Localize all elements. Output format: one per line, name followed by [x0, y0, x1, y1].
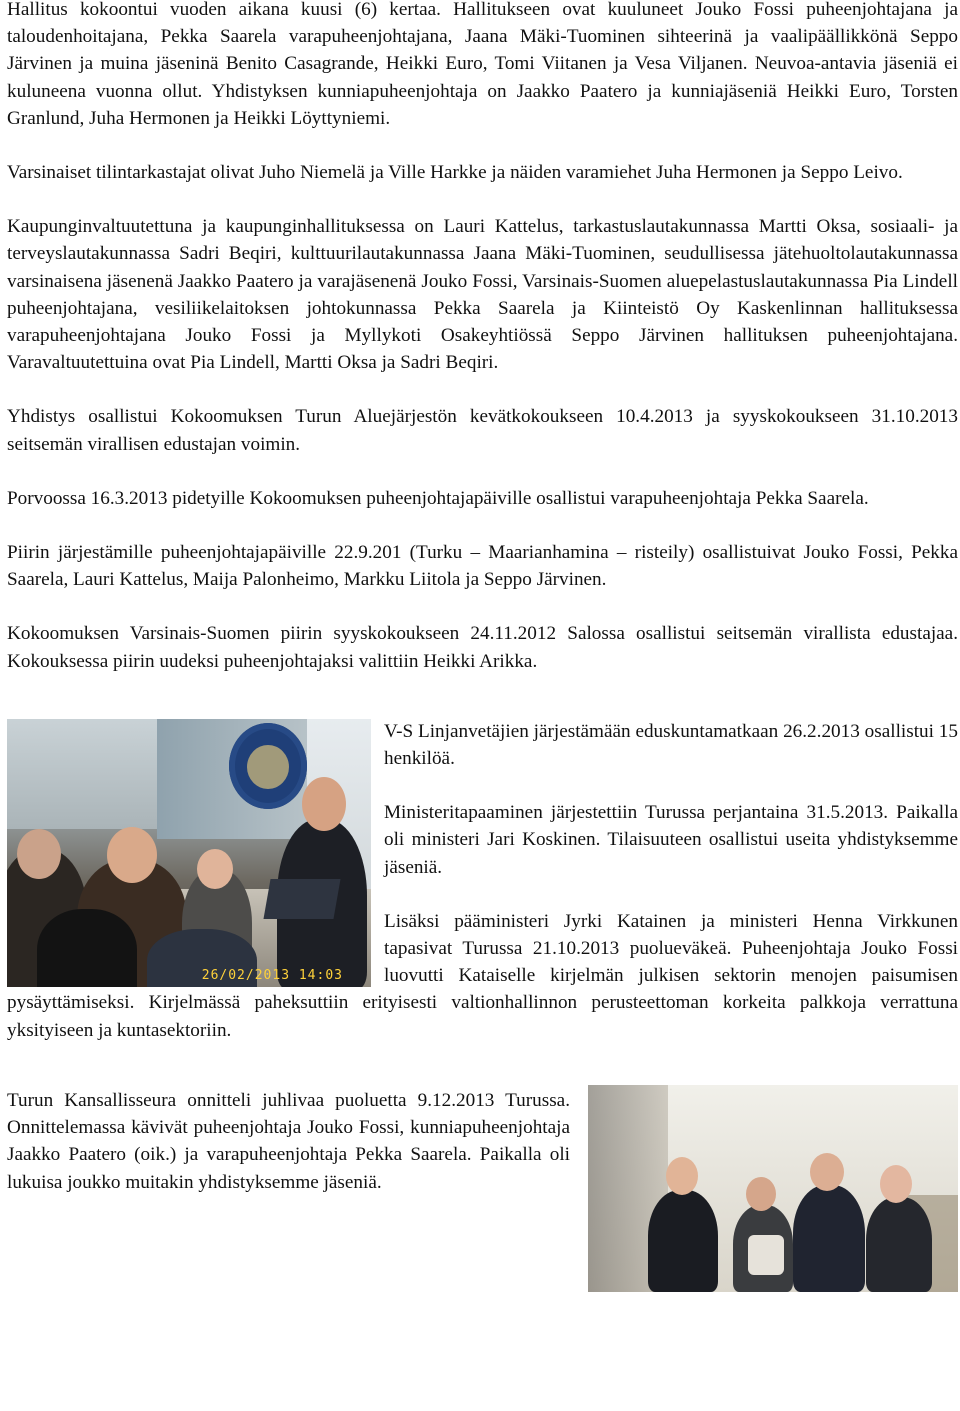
celebration-paragraph: Turun Kansallisseura onnitteli juhlivaa puoluetta 9.12.2013 Turussa. Onnittelemassa kävivät puheenjohtaja Jouko Fossi, kunniapuheenjohtaja Jaakko Paatero (oik.) ja varapuheenjohtaja Pekka Saarela. Paikalla oli lukuisa joukko muitakin yhdistyksemme jäseniä.: [7, 1089, 570, 1193]
chair-days-paragraph: Piirin järjestämille puheenjohtajapäiville 22.9.201 (Turku – Maarianhamina – risteily) osallistuivat Jouko Fossi, Pekka Saarela, Lauri Kattelus, Maija Palonheimo, Markku Liitola ja Seppo Järvinen.: [7, 542, 958, 591]
photo-date-stamp: [202, 969, 343, 983]
parliament-trip-section: [7, 718, 958, 1071]
stamp-date: 26/02/2013: [201, 967, 291, 983]
celebration-photo: [588, 1085, 958, 1292]
parliament-trip-photo: [7, 719, 371, 987]
autumn-meeting-paragraph: Kokoomuksen Varsinais-Suomen piirin syyskokoukseen 24.11.2012 Salossa osallistui seitsemän virallista edustajaa. Kokouksessa piirin uudeksi puheenjohtajaksi valittiin Heikki Arikka.: [7, 623, 958, 672]
district-meetings-paragraph: Yhdistys osallistui Kokoomuksen Turun Aluejärjestön kevätkokoukseen 10.4.2013 ja syyskokoukseen 31.10.2013 seitsemän virallisen edustajan voimin.: [7, 406, 958, 455]
board-paragraph: Hallitus kokoontui vuoden aikana kuusi (6) kertaa. Hallitukseen ovat kuuluneet Jouko Fossi puheenjohtajana ja taloudenhoitajana, Pekka Saarela varapuheenjohtajana, Jaana Mäki-Tuominen sihteerinä ja vaalipäällikkönä Seppo Järvinen ja muina jäseninä Benito Casagrande, Heikki Euro, Tomi Viitanen ja Vesa Viljanen. Neuvoa-antavia jäseniä ei kuluneena vuonna ollut. Yhdistyksen kunniapuheenjohtaja on Jaakko Paatero ja kunniajäseniä Heikki Euro, Torsten Granlund, Juha Hermonen ja Heikki Löyttyniemi.: [7, 0, 958, 129]
stamp-time: 14:03: [298, 967, 343, 983]
document-page: [7, 0, 958, 1292]
porvoo-paragraph: Porvoossa 16.3.2013 pidetyille Kokoomuksen puheenjohtajapäiville osallistui varapuheenjohtaja Pekka Saarela.: [7, 487, 869, 509]
minister-meeting-paragraph: Ministeritapaaminen järjestettiin Turussa perjantaina 31.5.2013. Paikalla oli ministeri Jari Koskinen. Tilaisuuteen osallistui useita yhdistyksemme jäseniä.: [384, 802, 958, 878]
prime-minister-paragraph: Lisäksi pääministeri Jyrki Katainen ja ministeri Henna Virkkunen tapasivat Turussa 21.10.2013 puolueväkeä. Puheenjohtaja Jouko Fossi luovutti Kataiselle kirjelmän julkisen sektorin menojen paisumisen pysäyttämiseksi. Kirjelmässä paheksuttiin erityisesti valtionhallinnon perusteettoman korkeita palkkoja verrattuna yksityiseen ja kuntasektoriin.: [7, 910, 958, 1041]
parliament-trip-paragraph: V-S Linjanvetäjien järjestämään eduskuntamatkaan 26.2.2013 osallistui 15 henkilöä.: [384, 720, 958, 770]
council-paragraph: Kaupunginvaltuutettuna ja kaupunginhallituksessa on Lauri Kattelus, tarkastuslautakunnassa Martti Oksa, sosiaali- ja terveyslautakunnassa Sadri Beqiri, kulttuurilautakunnassa Jaana Mäki-Tuominen, seudullisessa jätehuoltolautakunnassa varsinaisena jäsenenä Jaakko Paatero ja varajäsenenä Jouko Fossi, Varsinais-Suomen aluepelastuslautakunnassa Pia Lindell puheenjohtajana, vesiliikelaitoksen johtokunnassa Pekka Saarela ja Kiinteistö Oy Kaskenlinnan hallituksessa varapuheenjohtajana Jouko Fossi ja Myllykoti Osakeyhtiössä Seppo Järvinen hallituksen puheenjohtajana. Varavaltuutettuina ovat Pia Lindell, Martti Oksa ja Sadri Beqiri.: [7, 216, 958, 374]
celebration-section: [7, 1087, 958, 1292]
auditors-paragraph: Varsinaiset tilintarkastajat olivat Juho Niemelä ja Ville Harkke ja näiden varamiehet Juha Hermonen ja Seppo Leivo.: [7, 162, 903, 184]
